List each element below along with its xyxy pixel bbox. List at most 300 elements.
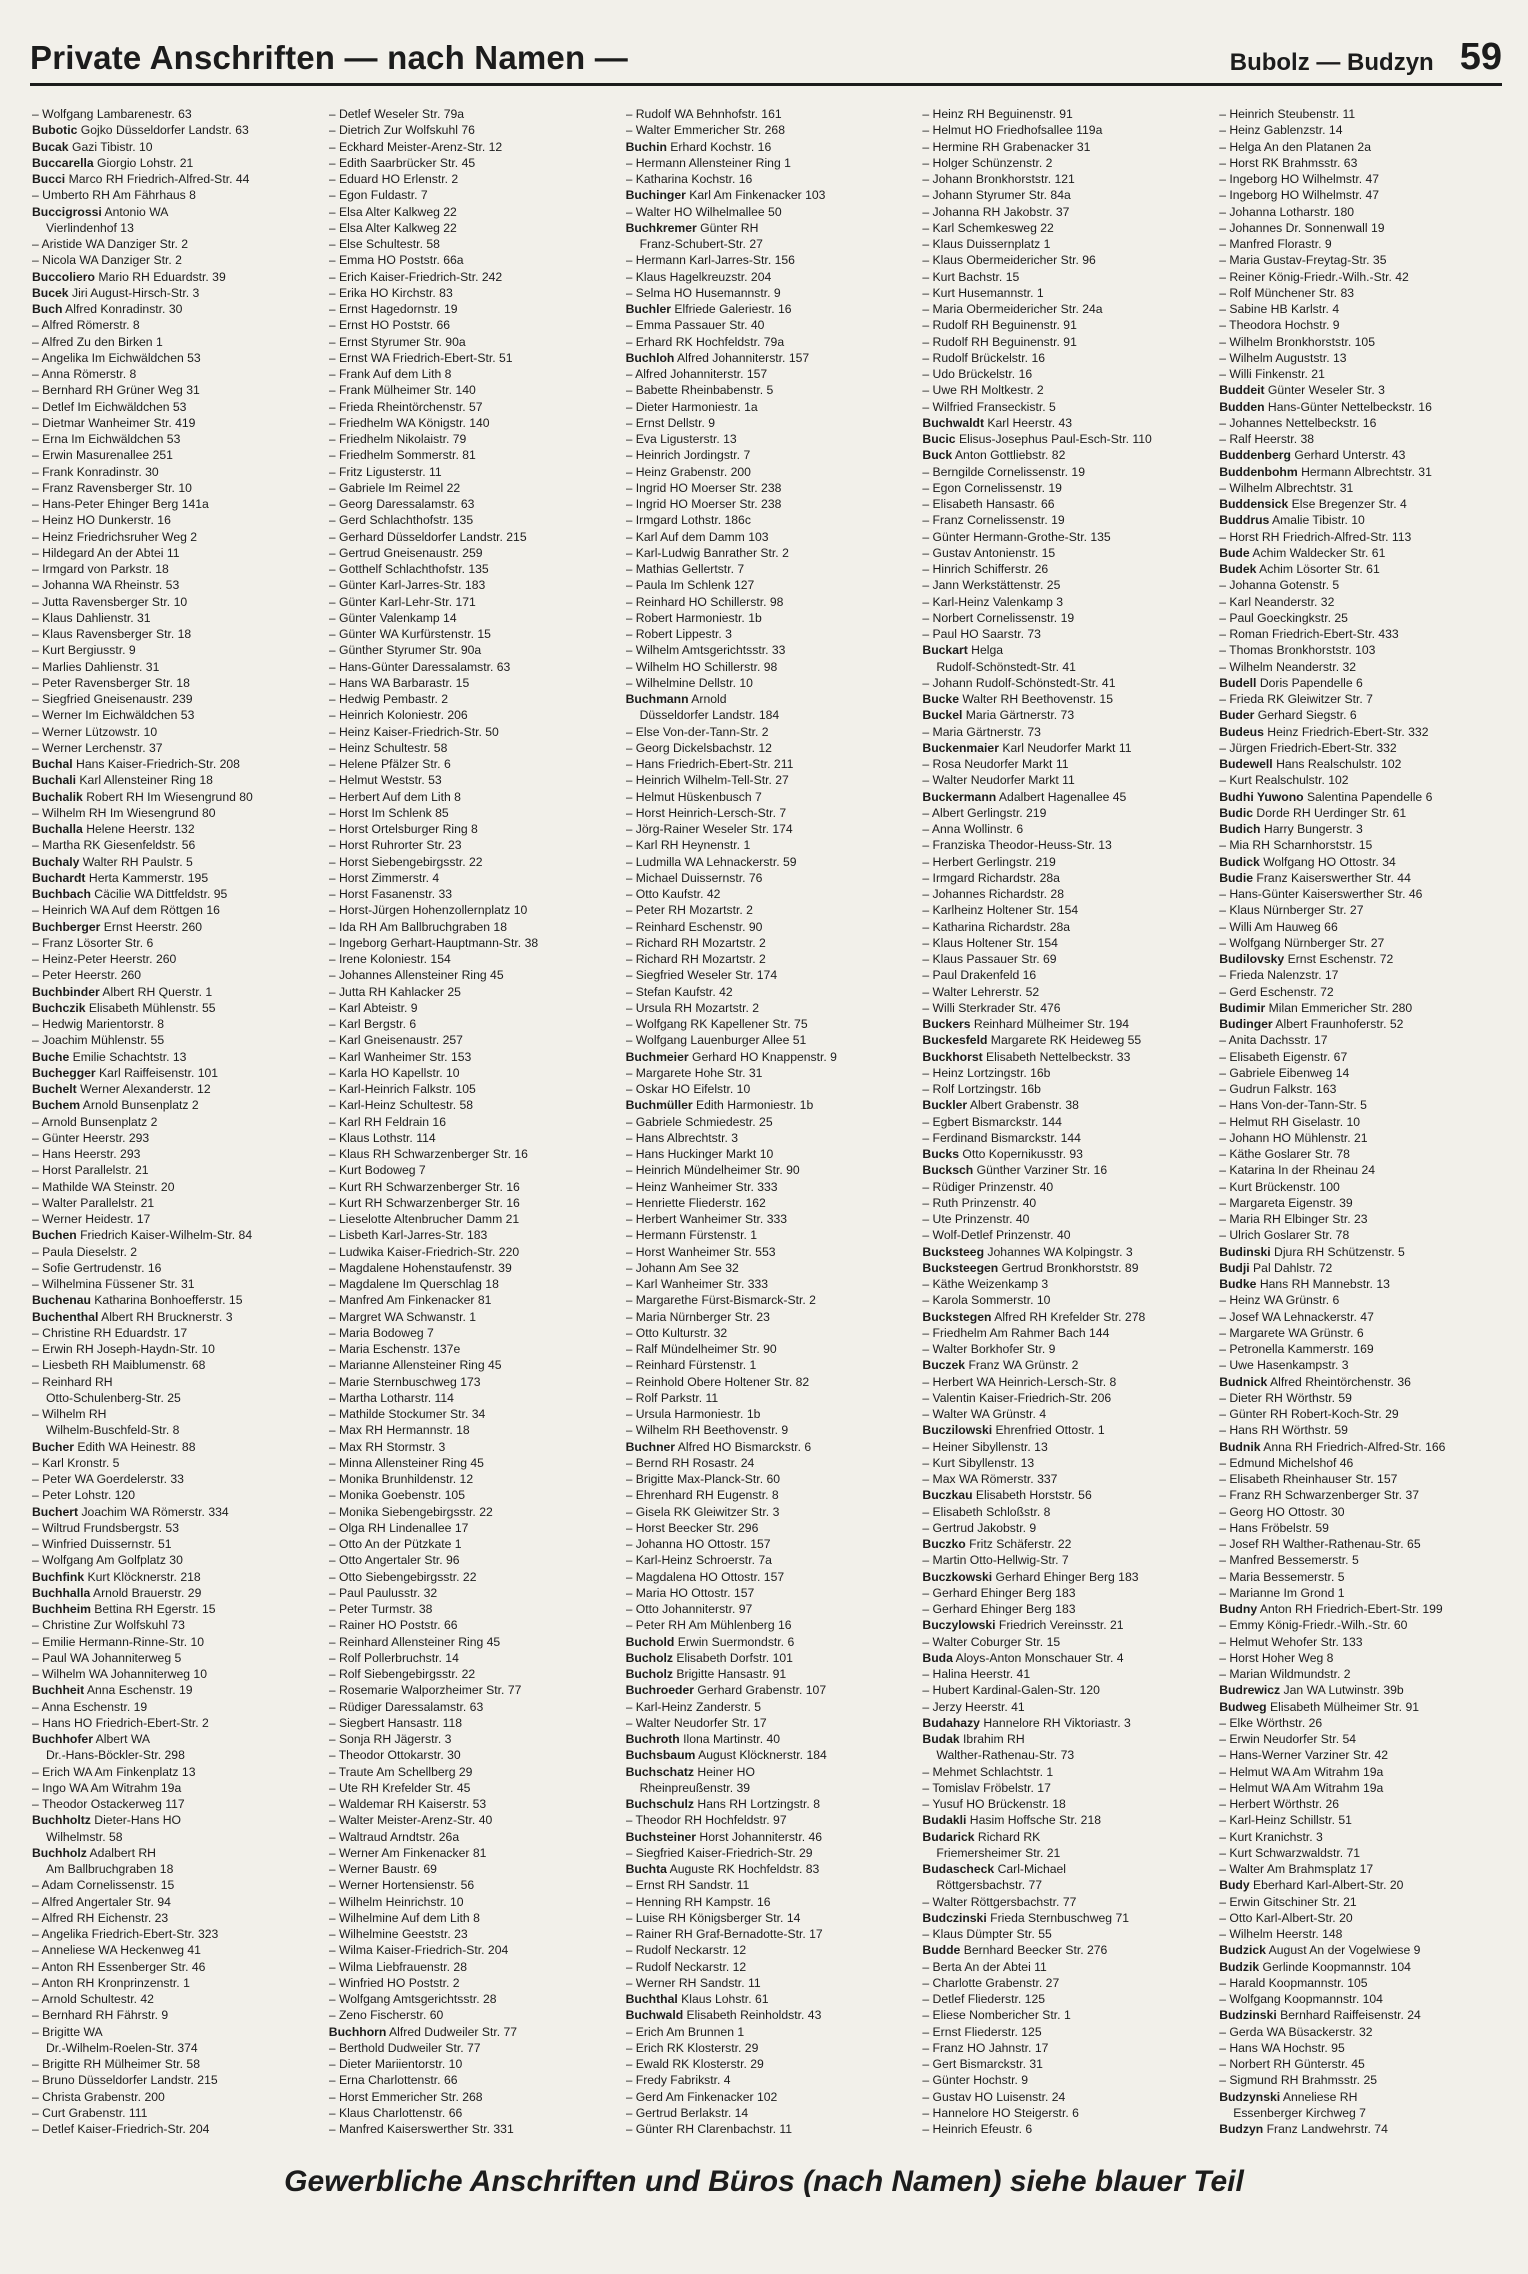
directory-entry: – Anna Römerstr. 8	[32, 367, 137, 381]
directory-entry: – Karl Wanheimer Str. 333	[625, 1277, 769, 1291]
directory-entry: – Klaus RH Schwarzenberger Str. 16	[328, 1147, 528, 1161]
directory-entry: – Wilhelm Heinrichstr. 10	[328, 1894, 464, 1909]
directory-entry: – Wilhelmine Dellstr. 10	[625, 675, 753, 690]
entry-surname: Budke	[1219, 1277, 1257, 1291]
entry-surname: Buchert	[32, 1504, 79, 1519]
directory-entry: Buddenberg Gerhard Unterstr. 43	[1219, 448, 1406, 463]
directory-entry: – Gerd Eschenstr. 72	[1219, 984, 1334, 999]
directory-entry: – Anna Wollinstr. 6	[922, 822, 1024, 836]
entry-surname: Budji	[1219, 1260, 1250, 1275]
entry-surname: Buczko	[922, 1537, 966, 1551]
directory-entry: – Yusuf HO Brückenstr. 18	[922, 1797, 1066, 1811]
entry-surname: Budinger	[1219, 1017, 1273, 1031]
directory-entry: – Uwe Hasenkampstr. 3	[1219, 1358, 1349, 1373]
directory-entry: – Günter Hochstr. 9	[922, 2073, 1029, 2088]
directory-entry: – Herbert Wörthstr. 26	[1219, 1797, 1340, 1811]
entry-surname: Budde	[922, 1943, 961, 1958]
directory-entry: – Monika Brunhildenstr. 12	[328, 1472, 474, 1486]
directory-entry: – Reinhard Fürstenstr. 1	[625, 1358, 757, 1373]
directory-entry: – Gerhard Ehinger Berg 183	[922, 1585, 1076, 1600]
directory-entry: – Wilhelm Auguststr. 13	[1219, 350, 1347, 365]
directory-entry: – Brigitte Max-Planck-Str. 60	[625, 1472, 781, 1486]
directory-entry: – Willi Am Hauweg 66	[1219, 919, 1338, 934]
directory-entry: – Johanna Gotenstr. 5	[1219, 578, 1340, 593]
directory-entry: – Emilie Hermann-Rinne-Str. 10	[32, 1634, 205, 1649]
directory-entry: Bucher Edith WA Heinestr. 88	[32, 1439, 196, 1454]
directory-entry: – Karl RH Feldrain 16	[328, 1114, 446, 1129]
directory-entry: Budell Doris Papendelle 6	[1219, 675, 1363, 690]
directory-entry: – Reiner König-Friedr.-Wilh.-Str. 42	[1219, 269, 1409, 284]
directory-entry: – Stefan Kaufstr. 42	[625, 984, 733, 999]
directory-entry: – Hermann Fürstenstr. 1	[625, 1228, 758, 1243]
directory-entry: – Karl-Heinz Schultestr. 58	[328, 1098, 474, 1113]
directory-entry: – Klaus Nürnberger Str. 27	[1219, 903, 1364, 918]
entry-surname: Buchroeder	[625, 1683, 694, 1698]
directory-entry: – Heinz Lortzingstr. 16b	[922, 1065, 1051, 1080]
directory-entry: Buchwald Elisabeth Reinholdstr. 43	[625, 2008, 822, 2023]
directory-entry: – Hans Heerstr. 293	[32, 1147, 141, 1161]
directory-entry: Buczkau Elisabeth Horststr. 56	[922, 1488, 1092, 1503]
directory-entry: – Horst-Jürgen Hohenzollernplatz 10	[328, 903, 528, 918]
directory-entry: – Hildegard An der Abtei 11	[32, 545, 180, 560]
directory-entry: – Anneliese WA Heckenweg 41	[32, 1943, 201, 1958]
directory-column-2	[329, 106, 612, 2156]
directory-entry: – Aristide WA Danziger Str. 2	[32, 237, 189, 251]
directory-entry: – Georg HO Ottostr. 30	[1219, 1504, 1345, 1519]
directory-entry: – Ernst Styrumer Str. 90a	[328, 334, 466, 349]
directory-entry: – Helmut RH Giselastr. 10	[1219, 1114, 1361, 1129]
entry-surname: Bubotic	[32, 123, 78, 138]
directory-entry: Budick Wolfgang HO Ottostr. 34	[1219, 854, 1396, 869]
directory-entry: – Margarethe Fürst-Bismarck-Str. 2	[625, 1293, 816, 1308]
directory-entry: – Horst Heinrich-Lersch-Str. 7	[625, 805, 787, 820]
directory-entry: – Otto Siebengebirgsstr. 22	[328, 1569, 477, 1584]
entry-surname: Budinski	[1219, 1244, 1271, 1259]
entry-surname: Bucksteeg	[922, 1244, 985, 1259]
directory-entry: – Kurt Husemannstr. 1	[922, 285, 1044, 300]
directory-entry: – Emma HO Poststr. 66a	[328, 253, 464, 268]
directory-entry: – Helga An den Platanen 2a	[1219, 139, 1371, 154]
directory-entry: – Erich Kaiser-Friedrich-Str. 242	[328, 269, 503, 284]
directory-entry: – Jann Werkstättenstr. 25	[922, 578, 1061, 593]
directory-entry: – Hans-Peter Ehinger Berg 141a	[32, 497, 209, 511]
directory-entry: – Reinhard HO Schillerstr. 98	[625, 594, 784, 609]
entry-surname: Bucholz	[625, 1667, 673, 1681]
directory-entry: – Johannes Nettelbeckstr. 16	[1219, 415, 1377, 430]
directory-entry: Budzynski Anneliese RH	[1219, 2089, 1358, 2104]
directory-entry: – Kurt Sibyllenstr. 13	[922, 1455, 1035, 1470]
entry-surname: Budilovsky	[1219, 952, 1285, 966]
directory-entry: – Wilma Liebfrauenstr. 28	[328, 1959, 467, 1974]
directory-entry: – Karlheinz Holtener Str. 154	[922, 903, 1079, 918]
directory-entry: – Elisabeth Schloßstr. 8	[922, 1504, 1051, 1519]
directory-entry: Buchold Erwin Suermondstr. 6	[625, 1634, 795, 1649]
directory-entry: – Walter Borkhofer Str. 9	[922, 1342, 1056, 1356]
directory-entry: – Irmgard Richardstr. 28a	[922, 870, 1060, 885]
directory-entry: – Wilhelm Albrechtstr. 31	[1219, 480, 1354, 495]
entry-surname: Buddeit	[1219, 383, 1265, 398]
directory-entry: – Klaus Hagelkreuzstr. 204	[625, 269, 772, 284]
directory-entry: Buchczik Elisabeth Mühlenstr. 55	[32, 1000, 216, 1015]
directory-entry: – Karl RH Heynenstr. 1	[625, 838, 751, 853]
directory-entry: – Wilhelm Heerstr. 148	[1219, 1927, 1343, 1941]
directory-entry: – Jutta RH Kahlacker 25	[328, 984, 461, 999]
directory-entry: Budrewicz Jan WA Lutwinstr. 39b	[1219, 1683, 1404, 1698]
entry-surname: Bucher	[32, 1439, 74, 1454]
directory-entry: Buczilowski Ehrenfried Ottostr. 1	[922, 1423, 1105, 1438]
directory-entry: – Erwin Neudorfer Str. 54	[1219, 1732, 1357, 1746]
directory-entry: – Ursula RH Mozartstr. 2	[625, 1000, 760, 1015]
directory-entry: – Magdalene Im Querschlag 18	[328, 1277, 499, 1291]
directory-entry: – Monika Goebenstr. 105	[328, 1488, 465, 1503]
directory-entry: – Wolfgang Am Golfplatz 30	[32, 1553, 183, 1568]
directory-entry: – Otto Angertaler Str. 96	[328, 1553, 460, 1568]
directory-entry: – Maria Gustav-Freytag-Str. 35	[1219, 253, 1387, 268]
directory-entry: – Waldemar RH Kaiserstr. 53	[328, 1797, 487, 1811]
directory-entry: – Ferdinand Bismarckstr. 144	[922, 1130, 1081, 1145]
directory-entry: – Günter RH Robert-Koch-Str. 29	[1219, 1407, 1399, 1421]
directory-entry: – Alfred Römerstr. 8	[32, 318, 140, 333]
directory-entry: – Horst RK Brahmsstr. 63	[1219, 155, 1358, 170]
directory-entry: – Karl Auf dem Damm 103	[625, 529, 769, 544]
directory-entry: Buchheit Anna Eschenstr. 19	[32, 1683, 193, 1698]
directory-entry: Budak Ibrahim RH	[922, 1732, 1025, 1746]
entry-surname: Budnick	[1219, 1374, 1268, 1389]
directory-entry: – Johanna Lotharstr. 180	[1219, 204, 1355, 219]
directory-entry: – Gerhard Ehinger Berg 183	[922, 1602, 1076, 1616]
directory-entry: – Günter Valenkamp 14	[328, 610, 457, 625]
directory-entry: – Alfred Zu den Birken 1	[32, 334, 163, 349]
directory-entry: Bucic Elisus-Josephus Paul-Esch-Str. 110	[922, 432, 1152, 446]
directory-entry: – Ingrid HO Moerser Str. 238	[625, 480, 782, 495]
entry-surname: Buchwald	[625, 2008, 684, 2023]
directory-entry: Bucak Gazi Tibistr. 10	[32, 139, 153, 154]
directory-entry: – Uwe RH Moltkestr. 2	[922, 383, 1044, 398]
directory-entry: – Käthe Weizenkamp 3	[922, 1277, 1049, 1291]
directory-entry: – Detlef Weseler Str. 79a	[328, 107, 465, 121]
directory-entry: – Heinz Friedrichsruher Weg 2	[32, 529, 198, 544]
entry-surname: Budy	[1219, 1878, 1250, 1893]
directory-entry: – Frank Auf dem Lith 8	[328, 367, 452, 381]
directory-entry: Buckers Reinhard Mülheimer Str. 194	[922, 1017, 1130, 1031]
entry-surname: Budahazy	[922, 1715, 980, 1730]
directory-entry: – Sonja RH Jägerstr. 3	[328, 1732, 452, 1746]
directory-entry: Budzinski Bernhard Raiffeisenstr. 24	[1219, 2008, 1421, 2023]
directory-entry: Budnik Anna RH Friedrich-Alfred-Str. 166	[1219, 1439, 1446, 1454]
directory-entry: Buddensick Else Bregenzer Str. 4	[1219, 497, 1407, 511]
directory-entry: – Jörg-Rainer Weseler Str. 174	[625, 822, 793, 836]
entry-surname: Buck	[922, 448, 953, 463]
directory-entry: Düsseldorfer Landstr. 184	[639, 708, 780, 723]
directory-entry: Buchali Karl Allensteiner Ring 18	[32, 773, 213, 788]
directory-entry: – Theodor Ostackerweg 117	[32, 1797, 185, 1811]
directory-entry: – Hannelore HO Steigerstr. 6	[922, 2105, 1079, 2120]
directory-entry: Budde Bernhard Beecker Str. 276	[922, 1943, 1108, 1958]
directory-entry: – Wolfgang Koopmannstr. 104	[1219, 1992, 1383, 2006]
directory-entry: – Heinz Grabenstr. 200	[625, 464, 751, 479]
directory-entry: Buchroth Ilona Martinstr. 40	[625, 1732, 781, 1746]
directory-entry: – Franziska Theodor-Heuss-Str. 13	[922, 838, 1112, 853]
directory-entry: – Elisabeth Eigenstr. 67	[1219, 1049, 1348, 1064]
directory-entry: – Rosa Neudorfer Markt 11	[922, 757, 1069, 771]
directory-entry: Buchmeier Gerhard HO Knappenstr. 9	[625, 1049, 837, 1064]
directory-entry: – Heinrich Mündelheimer Str. 90	[625, 1163, 800, 1178]
directory-entry: – Charlotte Grabenstr. 27	[922, 1975, 1060, 1990]
directory-entry: – Wolfgang Lambarenestr. 63	[32, 107, 192, 121]
directory-entry: – Hans WA Barbarastr. 15	[328, 675, 470, 690]
directory-entry: – Hans-Günter Daressalamstr. 63	[328, 659, 511, 674]
entry-surname: Buddensick	[1219, 497, 1289, 511]
directory-entry: – Horst Beecker Str. 296	[625, 1520, 759, 1535]
directory-entry: – Gabriele Eibenweg 14	[1219, 1065, 1350, 1080]
directory-entry: – Franz Cornelissenstr. 19	[922, 513, 1065, 528]
directory-entry: – Kurt Schwarzwaldstr. 71	[1219, 1845, 1361, 1860]
directory-entry: – Herbert Auf dem Lith 8	[328, 789, 461, 804]
directory-entry: – Norbert Cornelissenstr. 19	[922, 610, 1075, 625]
directory-entry: Buddeit Günter Weseler Str. 3	[1219, 383, 1385, 398]
directory-entry: – Hubert Kardinal-Galen-Str. 120	[922, 1683, 1100, 1698]
directory-entry: – Reinhard Eschenstr. 90	[625, 919, 763, 934]
entry-surname: Buchczik	[32, 1000, 86, 1015]
directory-entry: – Karl-Heinz Zanderstr. 5	[625, 1699, 762, 1714]
directory-entry: – Walter Am Brahmsplatz 17	[1219, 1862, 1374, 1876]
entry-surname: Buchal	[32, 757, 73, 771]
directory-entry: Buchalla Helene Heerstr. 132	[32, 822, 195, 836]
directory-entry: Buchner Alfred HO Bismarckstr. 6	[625, 1439, 812, 1454]
entry-surname: Buczkau	[922, 1488, 973, 1503]
entry-surname: Bucek	[32, 285, 69, 300]
entry-surname: Bude	[1219, 545, 1250, 560]
directory-entry: – Maria HO Ottostr. 157	[625, 1585, 755, 1600]
directory-entry: Bubotic Gojko Düsseldorfer Landstr. 63	[32, 123, 249, 138]
directory-entry: – Herbert WA Heinrich-Lersch-Str. 8	[922, 1374, 1117, 1389]
entry-surname: Buchmeier	[625, 1049, 689, 1064]
directory-entry: Budie Franz Kaiserswerther Str. 44	[1219, 870, 1411, 885]
directory-entry: Franz-Schubert-Str. 27	[639, 237, 763, 251]
directory-entry: – Werner Am Finkenacker 81	[328, 1845, 487, 1860]
directory-entry: – Kurt RH Schwarzenberger Str. 16	[328, 1179, 520, 1194]
entry-surname: Buczkowski	[922, 1569, 993, 1584]
directory-entry: – Klaus Obermeidericher Str. 96	[922, 253, 1096, 268]
directory-entry: – Horst Ruhrorter Str. 23	[328, 838, 462, 853]
entry-surname: Budzick	[1219, 1943, 1266, 1958]
entry-surname: Budimir	[1219, 1000, 1266, 1015]
directory-entry: – Rolf Lortzingstr. 16b	[922, 1082, 1041, 1096]
directory-entry: – Margarete Hohe Str. 31	[625, 1065, 763, 1080]
directory-entry: – Henning RH Kampstr. 16	[625, 1894, 771, 1909]
directory-entry: – Siegfried Gneisenaustr. 239	[32, 692, 193, 706]
directory-entry: – Karola Sommerstr. 10	[922, 1293, 1051, 1308]
directory-entry: – Wilhelm Amtsgerichtsstr. 33	[625, 643, 786, 658]
directory-entry: – Horst Wanheimer Str. 553	[625, 1244, 776, 1259]
directory-entry: Otto-Schulenberg-Str. 25	[46, 1390, 181, 1405]
directory-entry: Budzick August An der Vogelwiese 9	[1219, 1943, 1421, 1958]
entry-surname: Budich	[1219, 822, 1261, 836]
directory-entry: – Angelika Friedrich-Ebert-Str. 323	[32, 1927, 219, 1941]
entry-surname: Buchberger	[32, 919, 101, 934]
entry-surname: Buchmann	[625, 692, 689, 706]
directory-entry: – Günther Styrumer Str. 90a	[328, 643, 482, 658]
directory-entry: Bucci Marco RH Friedrich-Alfred-Str. 44	[32, 172, 250, 186]
directory-entry: Buckart Helga	[922, 643, 1004, 658]
directory-entry: – Lisbeth Karl-Jarres-Str. 183	[328, 1228, 488, 1243]
directory-entry: – Wolfgang Amtsgerichtsstr. 28	[328, 1992, 497, 2006]
directory-entry: – Klaus Dahlienstr. 31	[32, 610, 151, 625]
directory-entry: – Helmut WA Am Witrahm 19a	[1219, 1764, 1384, 1779]
directory-entry: Bucksteeg Johannes WA Kolpingstr. 3	[922, 1244, 1133, 1259]
directory-entry: Budke Hans RH Mannebstr. 13	[1219, 1277, 1390, 1291]
directory-entry: – Werner Hortensienstr. 56	[328, 1878, 475, 1893]
directory-entry: Buchthal Klaus Lohstr. 61	[625, 1992, 769, 2006]
directory-entry: – Manfred Am Finkenacker 81	[328, 1293, 492, 1308]
directory-entry: – Ernst RH Sandstr. 11	[625, 1878, 750, 1893]
directory-entry: Buchhorn Alfred Dudweiler Str. 77	[328, 2024, 518, 2039]
directory-entry: – Erwin RH Joseph-Haydn-Str. 10	[32, 1342, 215, 1356]
directory-entry: – Heinz Schultestr. 58	[328, 740, 448, 755]
directory-entry: – Horst Ortelsburger Ring 8	[328, 822, 478, 836]
directory-entry: Budinski Djura RH Schützenstr. 5	[1219, 1244, 1405, 1259]
directory-entry: Buchin Erhard Kochstr. 16	[625, 139, 772, 154]
directory-entry: – Hermine RH Grabenacker 31	[922, 139, 1091, 154]
entry-surname: Buda	[922, 1650, 953, 1665]
directory-entry: Bucks Otto Kopernikusstr. 93	[922, 1147, 1083, 1161]
entry-surname: Buchler	[625, 302, 671, 316]
directory-entry: – Christa Grabenstr. 200	[32, 2089, 165, 2104]
directory-entry: – Friedhelm Sommerstr. 81	[328, 448, 476, 463]
directory-entry: – Detlef Kaiser-Friedrich-Str. 204	[32, 2122, 210, 2136]
directory-entry: – Erich Am Brunnen 1	[625, 2024, 745, 2039]
page-number: 59	[1459, 36, 1502, 78]
directory-entry: – Egbert Bismarckstr. 144	[922, 1114, 1062, 1129]
directory-entry: Friemersheimer Str. 21	[936, 1845, 1061, 1860]
entry-surname: Buckler	[922, 1098, 968, 1113]
directory-entry: – Brigitte RH Mülheimer Str. 58	[32, 2057, 200, 2071]
directory-entry: – Umberto RH Am Fährhaus 8	[32, 188, 196, 203]
directory-entry: – Hans Friedrich-Ebert-Str. 211	[625, 757, 794, 771]
directory-entry: – Magdalene Hohenstaufenstr. 39	[328, 1260, 512, 1275]
directory-entry: – Rosemarie Walporzheimer Str. 77	[328, 1683, 522, 1698]
entry-surname: Budzynski	[1219, 2089, 1281, 2104]
entry-surname: Bucic	[922, 432, 956, 446]
directory-entry: Budilovsky Ernst Eschenstr. 72	[1219, 952, 1394, 966]
entry-surname: Bucholz	[625, 1650, 673, 1665]
directory-entry: – Heinrich Wilhelm-Tell-Str. 27	[625, 773, 789, 788]
directory-entry: Buchhalla Arnold Brauerstr. 29	[32, 1585, 202, 1600]
directory-entry: – Hermann Allensteiner Ring 1	[625, 155, 791, 170]
entry-surname: Bucke	[922, 692, 959, 706]
directory-entry: – Magdalena HO Ottostr. 157	[625, 1569, 785, 1584]
directory-entry: – Holger Schünzenstr. 2	[922, 155, 1053, 170]
directory-entry: – Rüdiger Daressalamstr. 63	[328, 1699, 484, 1714]
directory-entry: Budek Achim Lösorter Str. 61	[1219, 562, 1380, 576]
directory-entry: – Heinz Wanheimer Str. 333	[625, 1179, 778, 1194]
directory-entry: – Paul WA Johanniterweg 5	[32, 1650, 182, 1665]
directory-entry: – Wilhelm WA Johanniterweg 10	[32, 1667, 207, 1681]
directory-entry: – Gisela RK Gleiwitzer Str. 3	[625, 1504, 780, 1519]
directory-entry: – Margret WA Schwanstr. 1	[328, 1309, 477, 1324]
directory-entry: – Josef WA Lehnackerstr. 47	[1219, 1309, 1374, 1324]
directory-entry: – Elisabeth Hansastr. 66	[922, 497, 1055, 511]
directory-entry: Buch Alfred Konradinstr. 30	[32, 302, 183, 316]
directory-entry: – Walter Coburger Str. 15	[922, 1634, 1061, 1649]
entry-surname: Buchkremer	[625, 220, 697, 235]
directory-entry: – Ludwika Kaiser-Friedrich-Str. 220	[328, 1244, 520, 1259]
entry-surname: Buchschatz	[625, 1764, 694, 1779]
entry-surname: Budzyn	[1219, 2122, 1264, 2136]
directory-entry: – Anton RH Essenberger Str. 46	[32, 1959, 206, 1974]
directory-entry: – Sigmund RH Brahmsstr. 25	[1219, 2073, 1378, 2088]
directory-entry: – Else Von-der-Tann-Str. 2	[625, 724, 769, 739]
entry-surname: Buczek	[922, 1358, 966, 1373]
directory-entry: – Emmy König-Friedr.-Wilh.-Str. 60	[1219, 1618, 1408, 1633]
directory-entry: – Jutta Ravensberger Str. 10	[32, 594, 188, 609]
entry-surname: Buchsbaum	[625, 1748, 696, 1763]
directory-entry: Budnick Alfred Rheintörchenstr. 36	[1219, 1374, 1411, 1389]
directory-entry: – Gustav Antonienstr. 15	[922, 545, 1056, 560]
entry-surname: Buchem	[32, 1098, 81, 1113]
entry-surname: Bucks	[922, 1147, 959, 1161]
directory-entry: – Valentin Kaiser-Friedrich-Str. 206	[922, 1390, 1112, 1405]
entry-surname: Buccarella	[32, 155, 94, 170]
directory-entry: – Christine Zur Wolfskuhl 73	[32, 1618, 185, 1633]
directory-entry: – Rainer HO Poststr. 66	[328, 1618, 458, 1633]
directory-entry: – Winfried HO Poststr. 2	[328, 1975, 460, 1990]
directory-entry: – Maria Obermeidericher Str. 24a	[922, 302, 1103, 316]
entry-surname: Buchner	[625, 1439, 676, 1454]
directory-entry: – Wolfgang RK Kapellener Str. 75	[625, 1017, 808, 1031]
directory-entry: – Ehrenhard RH Eugenstr. 8	[625, 1488, 779, 1503]
directory-entry: – Werner Baustr. 69	[328, 1862, 437, 1876]
directory-entry: Buchardt Herta Kammerstr. 195	[32, 870, 209, 885]
directory-entry: – Frank Mülheimer Str. 140	[328, 383, 476, 398]
entry-surname: Buchsteiner	[625, 1829, 697, 1844]
directory-entry: – Rudolf RH Beguinenstr. 91	[922, 334, 1077, 349]
directory-entry: – Roman Friedrich-Ebert-Str. 433	[1219, 627, 1399, 641]
directory-entry: – Heinrich Efeustr. 6	[922, 2122, 1033, 2136]
directory-entry: Buchholtz Dieter-Hans HO	[32, 1813, 181, 1828]
directory-entry: – Emma Passauer Str. 40	[625, 318, 765, 333]
directory-entry: – Margarete WA Grünstr. 6	[1219, 1325, 1364, 1340]
directory-entry: – Fredy Fabrikstr. 4	[625, 2073, 731, 2088]
directory-entry: – Johannes Richardstr. 28	[922, 887, 1064, 901]
directory-entry: – Heinrich Jordingstr. 7	[625, 448, 751, 463]
directory-entry: – Heinz HO Dunkerstr. 16	[32, 513, 171, 528]
directory-entry: – Günter Karl-Jarres-Str. 183	[328, 578, 486, 593]
entry-surname: Buckesfeld	[922, 1033, 988, 1048]
directory-entry: – Egon Cornelissenstr. 19	[922, 480, 1062, 495]
directory-entry: Buchwaldt Karl Heerstr. 43	[922, 415, 1073, 430]
directory-entry: – Gerd Am Finkenacker 102	[625, 2089, 778, 2104]
directory-entry: – Dieter Mariientorstr. 10	[328, 2057, 463, 2071]
directory-entry: – Frieda Nalenzstr. 17	[1219, 968, 1339, 983]
directory-entry: – Klaus Charlottenstr. 66	[328, 2105, 463, 2120]
directory-entry: – Mathilde WA Steinstr. 20	[32, 1179, 175, 1194]
entry-surname: Buchmüller	[625, 1098, 693, 1113]
directory-entry: – Otto Johanniterstr. 97	[625, 1602, 753, 1616]
directory-entry: – Traute Am Schellberg 29	[328, 1764, 473, 1779]
directory-entry: – Günter Hermann-Grothe-Str. 135	[922, 529, 1111, 544]
directory-entry: – Ralf Mündelheimer Str. 90	[625, 1342, 777, 1356]
directory-entry: – Joachim Mühlenstr. 55	[32, 1033, 165, 1048]
directory-entry: – Siegbert Hansastr. 118	[328, 1715, 463, 1730]
name-range: Bubolz — Budzyn	[1229, 49, 1434, 76]
directory-entry: Buchberger Ernst Heerstr. 260	[32, 919, 203, 934]
directory-entry: – Gabriele Schmiedestr. 25	[625, 1114, 773, 1129]
directory-column-3	[626, 106, 909, 2156]
directory-entry: – Walter Lehrerstr. 52	[922, 984, 1040, 999]
directory-entry: – Babette Rheinbabenstr. 5	[625, 383, 774, 398]
directory-entry: Buccoliero Mario RH Eduardstr. 39	[32, 269, 226, 284]
